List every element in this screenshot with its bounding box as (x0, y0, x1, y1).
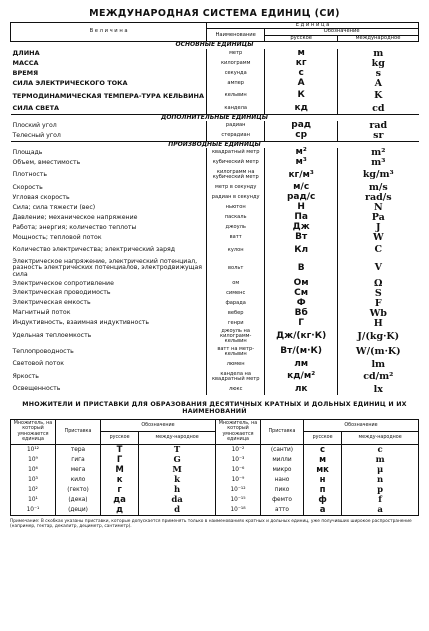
prefixes-title: МНОЖИТЕЛИ И ПРИСТАВКИ ДЛЯ ОБРАЗОВАНИЯ ДЕСЯТИЧНЫХ КРАТНЫХ И ДОЛЬНЫХ ЕДИНИЦ И ИХ НАИМЕНОВАНИЙ (22, 400, 407, 416)
multiplier: 10² (11, 485, 56, 495)
unit-name-cell: люмен (207, 360, 265, 370)
prefix-ru: д (101, 505, 139, 516)
unit-name-cell: секунда (207, 69, 265, 79)
international-symbol: F (338, 299, 419, 309)
russian-symbol: лк (265, 385, 338, 395)
unit-name-cell: килограмм (207, 59, 265, 69)
prefix-ru: с (303, 444, 341, 455)
prefix-ru: ф (303, 495, 341, 505)
international-symbol: H (338, 319, 419, 329)
international-symbol: W/(m·K) (338, 345, 419, 360)
prefix-int: k (139, 475, 216, 485)
prefix-int: d (139, 505, 216, 516)
prefix-row (11, 475, 419, 485)
prefix-int: p (342, 485, 419, 495)
quantity-cell: СИЛА ЭЛЕКТРИЧЕСКОГО ТОКА (12, 79, 128, 88)
unit-name-cell: джоуль (207, 223, 265, 233)
multiplier: 10⁶ (11, 465, 56, 475)
russian-symbol: А (265, 79, 338, 89)
international-symbol: cd (338, 104, 419, 114)
russian-symbol: с (265, 69, 338, 79)
russian-symbol: м³ (265, 158, 338, 168)
unit-name-cell: стерадиан (207, 131, 265, 141)
prefix-name: атто (260, 505, 303, 516)
unit-name-cell: ватт на метр-кельвин (207, 345, 265, 360)
russian-symbol: м/с (265, 183, 338, 193)
unit-name-cell: фарада (207, 299, 265, 309)
multiplier: 10⁻³ (215, 455, 260, 465)
footnote: Примечание: В скобках указаны приставки, которые допускается применять только в наименованиях кратных и дольных единиц, уже получивших широкое распространение (например, гектар, декалитр, дециметр, сантиметр). (10, 518, 412, 530)
multiplier-header: Множитель, на который умножается единица (215, 419, 260, 444)
unit-name-cell: джоуль на килограмм-кельвин (207, 329, 265, 345)
quantity-cell: Яркость (12, 372, 39, 380)
prefix-row (11, 495, 419, 505)
additional-units-body (11, 114, 419, 141)
quantity-cell: Телесный угол (12, 131, 61, 139)
prefix-ru: п (303, 485, 341, 495)
unit-name-cell: килограмм на кубический метр (207, 168, 265, 183)
unit-name-cell: ом (207, 279, 265, 289)
international-symbol: K (338, 89, 419, 104)
unit-name-cell: радиан (207, 121, 265, 131)
international-symbol: Wb (338, 309, 419, 319)
quantity-cell: Плотность (12, 171, 47, 179)
unit-name-cell: ватт (207, 233, 265, 243)
unit-name-cell: люкс (207, 385, 265, 395)
russian-symbol: Дж (265, 223, 338, 233)
quantity-header: В е л и ч и н а (11, 23, 207, 42)
international-header: международное (338, 35, 419, 41)
prefix-int: f (342, 495, 419, 505)
prefix-ru: н (303, 475, 341, 485)
prefix-name: мега (56, 465, 101, 475)
russian-symbol: Г (265, 319, 338, 329)
prefix-int: a (342, 505, 419, 516)
russian-symbol: рад/с (265, 193, 338, 203)
russian-symbol: кд/м² (265, 370, 338, 385)
prefix-int: G (139, 455, 216, 465)
prefix-name: фемто (260, 495, 303, 505)
prefixes-table (10, 419, 419, 516)
prefix-name: пико (260, 485, 303, 495)
quantity-cell: Удельная теплоемкость (12, 332, 92, 340)
prefix-ru: а (303, 505, 341, 516)
section-basic: ОСНОВНЫЕ ЕДИНИЦЫ (11, 42, 419, 49)
russian-symbol: лм (265, 360, 338, 370)
prefix-ru: Г (101, 455, 139, 465)
russian-symbol: К (265, 89, 338, 104)
unit-name-cell: генри (207, 319, 265, 329)
prefix-row (11, 465, 419, 475)
international-symbol: kg (338, 59, 419, 69)
quantity-cell: Сила; сила тяжести (вес) (12, 203, 96, 211)
international-symbol: m³ (338, 158, 419, 168)
document-title: МЕЖДУНАРОДНАЯ СИСТЕМА ЕДИНИЦ (СИ) (89, 8, 340, 19)
prefix-name: нано (260, 475, 303, 485)
russian-symbol: Н (265, 203, 338, 213)
international-symbol: C (338, 243, 419, 258)
russian-header: русское (303, 432, 341, 445)
unit-name-cell: кандела (207, 104, 265, 114)
multiplier: 10³ (11, 475, 56, 485)
unit-name-cell: ампер (207, 79, 265, 89)
international-symbol: lm (338, 360, 419, 370)
quantity-cell: Плоский угол (12, 121, 57, 129)
international-symbol: J/(kg·K) (338, 329, 419, 345)
prefix-ru: м (303, 455, 341, 465)
russian-symbol: рад (265, 121, 338, 131)
international-symbol: Ω (338, 279, 419, 289)
unit-name-cell: радиан в секунду (207, 193, 265, 203)
international-symbol: kg/m³ (338, 168, 419, 183)
international-symbol: N (338, 203, 419, 213)
prefix-ru: М (101, 465, 139, 475)
international-symbol: m/s (338, 183, 419, 193)
unit-name-cell: метр в секунду (207, 183, 265, 193)
document-page (10, 0, 419, 529)
quantity-cell: ТЕРМОДИНАМИЧЕСКАЯ ТЕМПЕРА-ТУРА КЕЛЬВИНА (12, 91, 205, 100)
russian-header: русское (265, 35, 338, 41)
unit-header: Е д и н и ц а (207, 23, 419, 29)
international-symbol: cd/m² (338, 370, 419, 385)
multiplier: 10⁻² (215, 444, 260, 455)
prefix-name: кило (56, 475, 101, 485)
quantity-cell: СИЛА СВЕТА (12, 104, 60, 113)
unit-name-cell: вольт (207, 258, 265, 279)
section-additional: ДОПОЛНИТЕЛЬНЫЕ ЕДИНИЦЫ (11, 114, 419, 121)
prefix-ru: Т (101, 444, 139, 455)
international-header: между-народное (342, 432, 419, 445)
prefix-int: m (342, 455, 419, 465)
russian-symbol: кд (265, 104, 338, 114)
prefix-ru: да (101, 495, 139, 505)
derived-units-body (11, 141, 419, 394)
prefix-int: n (342, 475, 419, 485)
prefix-header: Приставка (56, 419, 101, 444)
russian-symbol: В (265, 258, 338, 279)
unit-name-cell: кандела на квадратный метр (207, 370, 265, 385)
unit-name-cell: кельвин (207, 89, 265, 104)
prefix-row (11, 444, 419, 455)
prefix-name: (гекто) (56, 485, 101, 495)
multiplier: 10¹ (11, 495, 56, 505)
prefix-name: (дека) (56, 495, 101, 505)
russian-symbol: Вт/(м·К) (265, 345, 338, 360)
international-symbol: Pa (338, 213, 419, 223)
prefix-row (11, 485, 419, 495)
designation-header: Обозначение (303, 419, 418, 432)
international-symbol: lx (338, 385, 419, 395)
prefix-row (11, 455, 419, 465)
russian-symbol: Вб (265, 309, 338, 319)
quantity-cell: Индуктивность, взаимная индуктивность (12, 319, 149, 327)
quantity-cell: Освещенность (12, 385, 61, 393)
international-header: между-народное (139, 432, 216, 445)
quantity-cell: Площадь (12, 148, 43, 156)
unit-name-cell: сименс (207, 289, 265, 299)
multiplier: 10⁹ (11, 455, 56, 465)
quantity-cell: Объем, вместимость (12, 158, 81, 166)
prefix-int: M (139, 465, 216, 475)
quantity-cell: Скорость (12, 183, 43, 191)
quantity-cell: Электрическая проводимость (12, 289, 111, 297)
russian-symbol: См (265, 289, 338, 299)
prefix-ru: мк (303, 465, 341, 475)
international-symbol: m² (338, 148, 419, 158)
unit-name-cell: кубический метр (207, 158, 265, 168)
international-symbol: rad (338, 121, 419, 131)
multiplier: 10⁻¹⁸ (215, 505, 260, 516)
international-symbol: rad/s (338, 193, 419, 203)
russian-symbol: кг/м³ (265, 168, 338, 183)
quantity-cell: Электрическое сопротивление (12, 279, 114, 287)
russian-symbol: м² (265, 148, 338, 158)
quantity-cell: Световой поток (12, 360, 65, 368)
designation-header: Обозначение (265, 29, 419, 35)
quantity-cell: Работа; энергия; количество теплоты (12, 223, 137, 231)
international-symbol: A (338, 79, 419, 89)
international-symbol: J (338, 223, 419, 233)
multiplier: 10⁻⁶ (215, 465, 260, 475)
section-derived: ПРОИЗВОДНЫЕ ЕДИНИЦЫ (11, 141, 419, 148)
prefix-ru: к (101, 475, 139, 485)
multiplier: 10¹² (11, 444, 56, 455)
multiplier: 10⁻¹² (215, 485, 260, 495)
russian-symbol: кг (265, 59, 338, 69)
prefix-row (11, 505, 419, 516)
russian-header: русское (101, 432, 139, 445)
quantity-cell: Мощность; тепловой поток (12, 233, 102, 241)
prefix-name: (деци) (56, 505, 101, 516)
prefix-header: Приставка (260, 419, 303, 444)
international-symbol: sr (338, 131, 419, 141)
prefix-ru: г (101, 485, 139, 495)
quantity-cell: Магнитный поток (12, 309, 71, 317)
quantity-cell: Электрическая емкость (12, 299, 91, 307)
russian-symbol: Дж/(кг·К) (265, 329, 338, 345)
unit-name-cell: кулон (207, 243, 265, 258)
prefix-int: c (342, 444, 419, 455)
russian-symbol: ср (265, 131, 338, 141)
prefix-name: (санти) (260, 444, 303, 455)
russian-symbol: м (265, 49, 338, 59)
international-symbol: s (338, 69, 419, 79)
quantity-cell: ВРЕМЯ (12, 69, 39, 78)
international-symbol: W (338, 233, 419, 243)
prefix-int: h (139, 485, 216, 495)
russian-symbol: Ом (265, 279, 338, 289)
unit-name-cell: паскаль (207, 213, 265, 223)
unit-name-cell: метр (207, 49, 265, 59)
unit-name-cell: квадратный метр (207, 148, 265, 158)
multiplier: 10⁻¹⁵ (215, 495, 260, 505)
international-symbol: S (338, 289, 419, 299)
si-units-table (10, 22, 419, 395)
quantity-cell: Теплопроводность (12, 347, 74, 355)
basic-units-body (11, 42, 419, 114)
quantity-cell: Количество электричества; электрический заряд (12, 246, 175, 254)
quantity-cell: ДЛИНА (12, 49, 40, 58)
quantity-cell: Электрическое напряжение, электрический потенциал, разность электрических потенциалов, электродвижущая сила (12, 257, 203, 278)
multiplier-header: Множитель, на который умножается единица (11, 419, 56, 444)
quantity-cell: Давление; механическое напряжение (12, 213, 138, 221)
prefix-name: милли (260, 455, 303, 465)
designation-header: Обозначение (101, 419, 216, 432)
multiplier: 10⁻⁹ (215, 475, 260, 485)
international-symbol: V (338, 258, 419, 279)
prefix-name: тера (56, 444, 101, 455)
prefix-int: μ (342, 465, 419, 475)
multiplier: 10⁻¹ (11, 505, 56, 516)
quantity-cell: МАССА (12, 59, 39, 68)
international-symbol: m (338, 49, 419, 59)
prefix-name: микро (260, 465, 303, 475)
russian-symbol: Вт (265, 233, 338, 243)
russian-symbol: Кл (265, 243, 338, 258)
unit-name-cell: вебер (207, 309, 265, 319)
prefix-int: T (139, 444, 216, 455)
prefix-int: da (139, 495, 216, 505)
name-header: Наименование (207, 29, 265, 42)
quantity-cell: Угловая скорость (12, 193, 70, 201)
prefix-name: гига (56, 455, 101, 465)
russian-symbol: Па (265, 213, 338, 223)
unit-name-cell: ньютон (207, 203, 265, 213)
russian-symbol: Ф (265, 299, 338, 309)
